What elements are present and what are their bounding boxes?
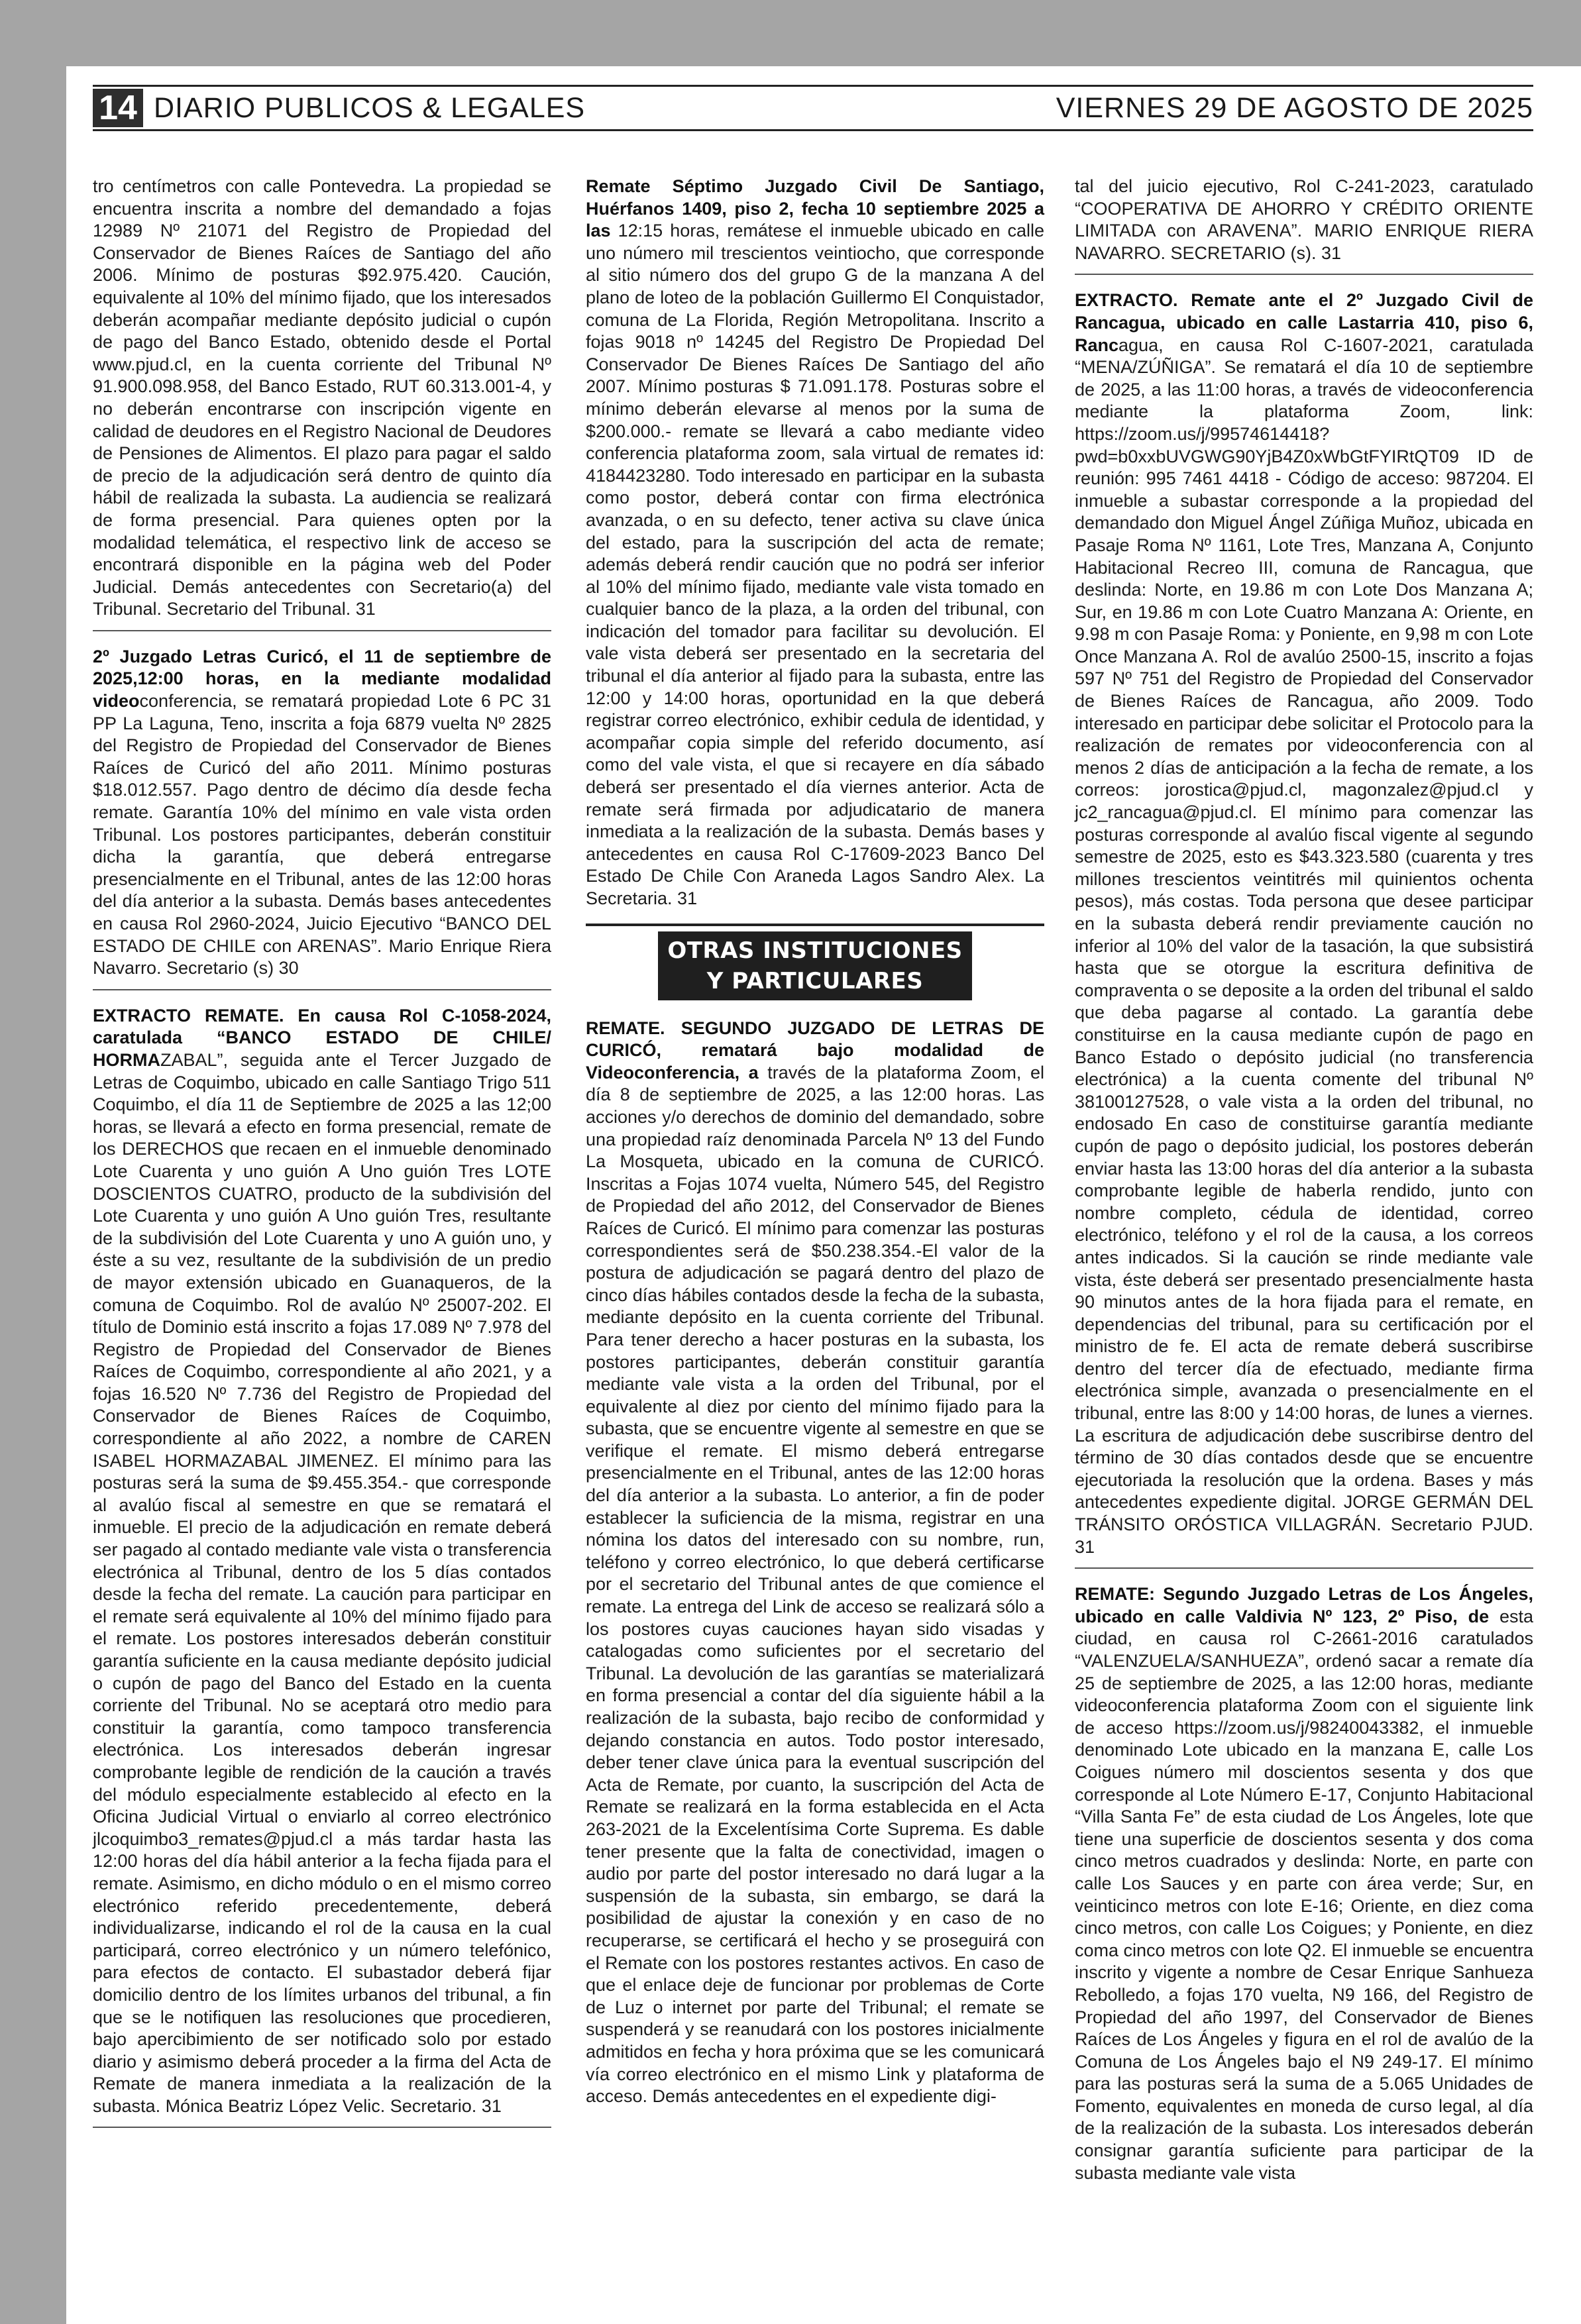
notice-curico-continuation	[1075, 176, 1533, 264]
page-number: 14	[93, 89, 143, 127]
issue-date: VIERNES 29 DE AGOSTO DE 2025	[1056, 92, 1533, 124]
section-banner-wrap	[586, 924, 1044, 1000]
banner-line-1: OTRAS INSTITUCIONES	[667, 937, 963, 964]
banner-rule	[586, 924, 1044, 926]
notice-title: Remate Séptimo Juzgado Civil De Santiago, Huérfanos 1409, piso 2, fecha 10 septiembre 2025 a las	[586, 176, 1044, 241]
notice-body: través de la plataforma Zoom, el día 8 de septiembre de 2025, a las 12:00 horas. Las acciones y/o derechos de dominio del demandado, sobre una propiedad raíz denominada Parcela Nº 13 del Fundo La Mosqueta, ubicado en la comuna de CURICÓ. Inscritas a Fojas 1074 vuelta, Número 545, del Registro de Propiedad del año 2012, del Conservador de Bienes Raíces de Curicó. El mínimo para comenzar las posturas correspondientes será de $50.238.354.-El valor de la postura de adjudicación se pagará dentro del plazo de cinco días hábiles contados desde la fecha de la subasta, mediante depósito en la cuenta corriente del Tribunal. Para tener derecho a hacer posturas en la subasta, los postores participantes, deberán constituir garantía mediante vale vista a la orden del Tribunal, por el equivalente al diez por ciento del mínimo fijado para la subasta, que se encuentre vigente al semestre en que se verifique el remate. El mismo deberá entregarse presencialmente en el Tribunal, antes de las 12:00 horas del día anterior a la subasta. Lo anterior, a fin de poder establecer la suficiencia de la misma, registrar en una nómina los datos del interesado con su nombre, run, teléfono y correo electrónico, lo que deberá certificarse por el secretario del Tribunal antes de que comience el remate. La entrega del Link de acceso se realizará sólo a los postores cuyas cauciones hayan sido visadas y catalogadas como suficientes por el secretario del Tribunal. La devolución de las garantías se materializará en forma presencial a contar del día siguiente hábil a la realización de la subasta, bajo recibo de conformidad y dejando constancia en autos. Todo postor interesado, deber tener clave única para la eventual suscripción del Acta de Remate, por cuanto, la suscripción del Acta de Remate se realizará en la forma establecida en el Acta 263-2021 de la Excelentísima Corte Suprema. Es dable tener presente que la falta de conectividad, imagen o audio por parte del postor interesado no dará lugar a la suspensión de la subasta, sin embargo, se dará la posibilidad de ajustar la conexión y en caso de no recuperarse, se certificará el hecho y se proseguirá con el Remate con los postores restantes activos. En caso de que el enlace deje de funcionar por problemas de Corte de Luz o internet por parte del Tribunal; el remate se suspenderá y se reanudará con los postores inicialmente admitidos en fecha y hora próxima que se les comunicará vía correo electrónico en el mismo Link y plataforma de acceso. Demás antecedentes en el expediente digi-	[586, 1062, 1044, 2107]
notice-body: ZABAL”, seguida ante el Tercer Juzgado de Letras de Coquimbo, ubicado en calle Santiago Trigo 511 Coquimbo, el día 11 de Septiembre de 2025 a las 12;00 horas, se llevará a efecto en forma presencial, remate de los DERECHOS que recaen en el inmueble denominado Lote Cuarenta y uno guión A Uno guión Tres LOTE DOSCIENTOS CUATRO, producto de la subdivisión del Lote Cuarenta y uno guión A Uno guión Tres, resultante de la subdivisión del Lote Cuarenta y uno A guión uno, y éste a su vez, resultante de la subdivisión de un predio de mayor extensión ubicado en Guanaqueros, de la comuna de Coquimbo. Rol de avalúo Nº 25007-202. El título de Dominio está inscrito a fojas 17.089 Nº 7.978 del Registro de Propiedad del Conservador de Bienes Raíces de Coquimbo, correspondiente al año 2021, y a fojas 16.520 Nº 7.736 del Registro de Propiedad del Conservador de Bienes Raíces de Coquimbo, correspondiente al año 2022, a nombre de CAREN ISABEL HORMAZABAL JIMENEZ. El mínimo para las posturas será la suma de $9.455.354.- que corresponde al avalúo fiscal al semestre en que se rematará el inmueble. El precio de la adjudicación en remate deberá ser pagado al contado mediante vale vista o transferencia electrónica al Tribunal, dentro de los 5 días contados desde la fecha del remate. La caución para participar en el remate será equivalente al 10% del mínimo fijado para el remate. Los postores interesados deberán constituir garantía suficiente en la causa mediante depósito judicial o cupón de pago del Banco del Estado en la cuenta corriente del Tribunal. No se aceptará otro medio para constituir la garantía, como tampoco transferencia electrónica. Los interesados deberán ingresar comprobante legible de rendición de la caución a través del módulo especialmente establecido al efecto en la Oficina Judicial Virtual o enviarlo al correo electrónico jlcoquimbo3_remates@pjud.cl a más tardar hasta las 12:00 horas del día hábil anterior a la fecha fijada para el remate. Asimismo, en dicho módulo o en el mismo correo electrónico referido precedentemente, deberá individualizarse, indicando el rol de la causa en la cual participará, correo electrónico y un número telefónico, para efectos de contacto. El subastador deberá fijar domicilio dentro de los límites urbanos del tribunal, a fin que se le notifiquen las resoluciones que procedieren, bajo apercibimiento de ser notificado solo por estado diario y asimismo deberá proceder a la firma del Acta de Remate de manera inmediata a la realización de la subasta. Mónica Beatriz López Velic. Secretario. 31	[93, 1049, 551, 2116]
notice-title: REMATE. SEGUNDO JUZGADO DE LETRAS DE CURICÓ, rematará bajo modalidad de Videoconferencia, a	[586, 1018, 1044, 1083]
notice-1-continuation	[93, 176, 551, 621]
page-header	[93, 85, 1533, 131]
notice-body: tal del juicio ejecutivo, Rol C-241-2023, caratulado “COOPERATIVA DE AHORRO Y CRÉDITO ORIENTE LIMITADA con ARAVENA”. MARIO ENRIQUE RIERA NAVARRO. SECRETARIO (s). 31	[1075, 176, 1533, 263]
notice-santiago-septimo	[586, 176, 1044, 910]
notice-los-angeles	[1075, 1583, 1533, 2184]
notice-divider	[1075, 274, 1533, 275]
notice-divider	[93, 989, 551, 990]
notice-divider	[1075, 1567, 1533, 1569]
notice-divider	[93, 630, 551, 631]
notice-body: agua, en causa Rol C-1607-2021, caratulada “MENA/ZÚÑIGA”. Se rematará el día 10 de septiembre de 2025, a las 11:00 horas, a través de videoconferencia mediante la plataforma Zoom, link: https://zoom.us/j/99574614418?pwd=b0xxbUVGWG90YjB4Z0xWbGtFYIRtQT09 ID de reunión: 995 7461 4418 - Código de acceso: 987204. El inmueble a subastar corresponde a la propiedad del demandado don Miguel Ángel Zúñiga Muñoz, ubicada en Pasaje Roma Nº 1161, Lote Tres, Manzana A, Conjunto Habitacional Recreo III, comuna de Rancagua, que deslinda: Norte, en 19.86 m con Lote Dos Manzana A; Sur, en 19.86 m con Lote Cuatro Manzana A: Oriente, en 9.98 m con Pasaje Roma: y Poniente, en 9,98 m con Lote Once Manzana A. Rol de avalúo 2500-15, inscrito a fojas 597 Nº 751 del Registro de Propiedad del Conservador de Bienes Raíces de Rancagua, año 2009. Todo interesado en participar debe solicitar el Protocolo para la realización de remates por videoconferencia con al menos 2 días de anticipación a la fecha de remate, a los correos: jorostica@pjud.cl, magonzalez@pjud.cl y jc2_rancagua@pjud.cl. El mínimo para comenzar las posturas corresponde al avalúo fiscal vigente al segundo semestre de 2025, esto es $43.323.580 (cuarenta y tres millones trescientos veintitrés mil quinientos ochenta pesos), más costas. Toda persona que desee participar en la subasta deberá rendir previamente caución no inferior al 10% del valor de la tasación, la que subsistirá hasta que se otorgue la escritura definitiva de compraventa o se deposite a la orden del tribunal el saldo que deba pagarse al contado. La garantía debe constituirse en la causa mediante cupón de pago en Banco Estado o depósito judicial (no transferencia electrónica) a la cuenta comente del tribunal Nº 38100127528, o vale vista a la orden del tribunal, no endosado En caso de constituirse garantía mediante cupón de pago o depósito judicial, los postores deberán enviar hasta las 13:00 horas del día anterior a la subasta comprobante legible de haberla rendido, junto con nombre completo, cédula de identidad, correo electrónico, teléfono y el rol de la causa, a los correos antes indicados. Si la caución se rinde mediante vale vista, éste deberá ser presentado presencialmente hasta 90 minutos antes de la hora fijada para el remate, en dependencias del tribunal, para su certificación por el ministro de fe. El acta de remate deberá suscribirse dentro del tercer día de efectuado, mediante firma electrónica simple, avanzada o presencialmente en el tribunal, entre las 8:00 y 14:00 horas, de lunes a viernes. La escritura de adjudicación debe suscribirse dentro del término de 30 días contados desde que se encuentre ejecutoriada la resolución que la ordena. Bases y más antecedentes expediente digital. JORGE GERMÁN DEL TRÁNSITO ORÓSTICA VILLAGRÁN. Secretario PJUD. 31	[1075, 335, 1533, 1557]
section-banner	[658, 931, 971, 1000]
notice-coquimbo-extracto	[93, 1005, 551, 2118]
notice-title: EXTRACTO REMATE. En causa Rol C-1058-2024, caratulada “BANCO ESTADO DE CHILE/ HORMA	[93, 1005, 551, 1070]
notice-rancagua-extracto	[1075, 290, 1533, 1558]
notice-body: tro centímetros con calle Pontevedra. La propiedad se encuentra inscrita a nombre del demandado a fojas 12989 Nº 21071 del Registro de Propiedad del Conservador de Bienes Raíces de Santiago del año 2006. Mínimo de posturas $92.975.420. Caución, equivalente al 10% del mínimo fijado, que los interesados deberán acompañar mediante depósito judicial o cupón de pago del Banco Estado, obtenido desde el Portal www.pjud.cl, en la cuenta corriente del Tribunal Nº 91.900.098.958, del Banco Estado, RUT 60.313.001-4, y no deberán encontrarse con inscripción vigente en calidad de deudores en el Registro Nacional de Deudores de Pensiones de Alimentos. El plazo para pagar el saldo de precio de la adjudicación será dentro de quinto día hábil de realizada la subasta. La audiencia se realizará de forma presencial. Para quienes opten por la modalidad telemática, el respectivo link de acceso se encontrará disponible en la página web del Poder Judicial. Demás antecedentes con Secretario(a) del Tribunal. Secretario del Tribunal. 31	[93, 176, 551, 619]
publication-title: DIARIO PUBLICOS & LEGALES	[154, 92, 586, 124]
notice-curico-parcela13	[586, 1018, 1044, 2108]
banner-line-2: Y PARTICULARES	[706, 967, 924, 994]
notice-divider	[93, 2127, 551, 2128]
notice-body: conferencia, se rematará propiedad Lote 6 PC 31 PP La Laguna, Teno, inscrita a foja 6879 vuelta Nº 2825 del Registro de Propiedad del Conservador de Bienes Raíces de Curicó del año 2011. Mínimo posturas $18.012.557. Pago dentro de décimo día desde fecha remate. Garantía 10% del mínimo en vale vista orden Tribunal. Los postores participantes, deberán constituir dicha la garantía, que deberá entregarse presencialmente en el Tribunal, antes de las 12:00 horas del día anterior a la subasta. Demás bases antecedentes en causa Rol 2960-2024, Juicio Ejecutivo “BANCO DEL ESTADO DE CHILE con ARENAS”. Mario Enrique Riera Navarro. Secretario (s) 30	[93, 691, 551, 978]
notice-title: REMATE: Segundo Juzgado Letras de Los Ángeles, ubicado en calle Valdivia Nº 123, 2º Piso, de	[1075, 1584, 1533, 1626]
notice-body: 12:15 horas, remátese el inmueble ubicado en calle uno número mil trescientos veintiocho, que corresponde al sitio número dos del grupo G de la manzana A del plano de loteo de la población Guillermo El Conquistador, comuna de La Florida, Región Metropolitana. Inscrito a fojas 9018 nº 14245 del Registro De Propiedad Del Conservador De Bienes Raíces De Santiago del año 2007. Mínimo posturas $ 71.091.178. Posturas sobre el mínimo deberán elevarse al menos por la suma de $200.000.- remate se llevará a cabo mediante video conferencia plataforma zoom, sala virtual de remates id: 4184423280. Todo interesado en participar en la subasta como postor, deberá contar con firma electrónica avanzada, o en su defecto, tener activa su clave única del estado, para la suscripción del acta de remate; además deberá rendir caución que no podrá ser inferior al 10% del mínimo fijado, mediante vale vista tomado en cualquier banco de la plaza, a la orden del tribunal, con indicación del tomador para facilitar su devolución. El vale vista deberá ser presentado en la secretaria del tribunal el día anterior al fijado para la subasta, entre las 12:00 y 14:00 horas, oportunidad en la que deberá registrar correo electrónico, exhibir cedula de identidad, y acompañar copia simple del referido documento, así como del vale vista, el que si recayere en día sábado deberá ser presentado el día viernes anterior. Acta de remate será firmada por adjudicatario de manera inmediata a la realización de la subasta. Demás bases y antecedentes en causa Rol C-17609-2023 Banco Del Estado De Chile Con Araneda Lagos Sandro Alex. La Secretaria. 31	[586, 221, 1044, 908]
notice-curico-lote6	[93, 646, 551, 980]
column-1	[93, 176, 551, 2142]
notice-title: EXTRACTO. Remate ante el 2º Juzgado Civil de Rancagua, ubicado en calle Lastarria 410, piso 6, Ranc	[1075, 290, 1533, 355]
column-2	[586, 176, 1044, 2108]
column-3	[1075, 176, 1533, 2184]
notice-title: 2º Juzgado Letras Curicó, el 11 de septiembre de 2025,12:00 horas, en la mediante modalidad video	[93, 646, 551, 712]
notice-body: esta ciudad, en causa rol C-2661-2016 caratulados “VALENZUELA/SANHUEZA”, ordenó sacar a remate día 25 de septiembre de 2025, a las 12:00 horas, mediante videoconferencia plataforma Zoom con el siguiente link de acceso https://zoom.us/j/98240043382, el inmueble denominado Lote ubicado en la manzana E, calle Los Coigues número mil doscientos sesenta y dos que corresponde al Lote Número E-17, Conjunto Habitacional “Villa Santa Fe” de esta ciudad de Los Ángeles, lote que tiene una superficie de doscientos sesenta y dos coma cinco metros cuadrados y deslinda: Norte, en parte con calle Los Sauces y en parte con área verde; Sur, en veinticinco metros con lote E-16; Oriente, en diez coma cinco metros, con calle Los Coigues; y Poniente, en diez coma cinco metros con lote Q2. El inmueble se encuentra inscrito y vigente a nombre de Cesar Enrique Sanhueza Rebolledo, a fojas 170 vuelta, N9 166, del Registro de Propiedad del año 1997, del Conservador de Bienes Raíces de Los Ángeles y figura en el rol de avalúo de la Comuna de Los Ángeles bajo el N9 249-17. El mínimo para las posturas será la suma de a 5.065 Unidades de Fomento, equivalentes en moneda de curso legal, al día de la realización de la subasta. Los interesados deberán consignar garantía suficiente para participar de la subasta mediante vale vista	[1075, 1606, 1533, 2183]
